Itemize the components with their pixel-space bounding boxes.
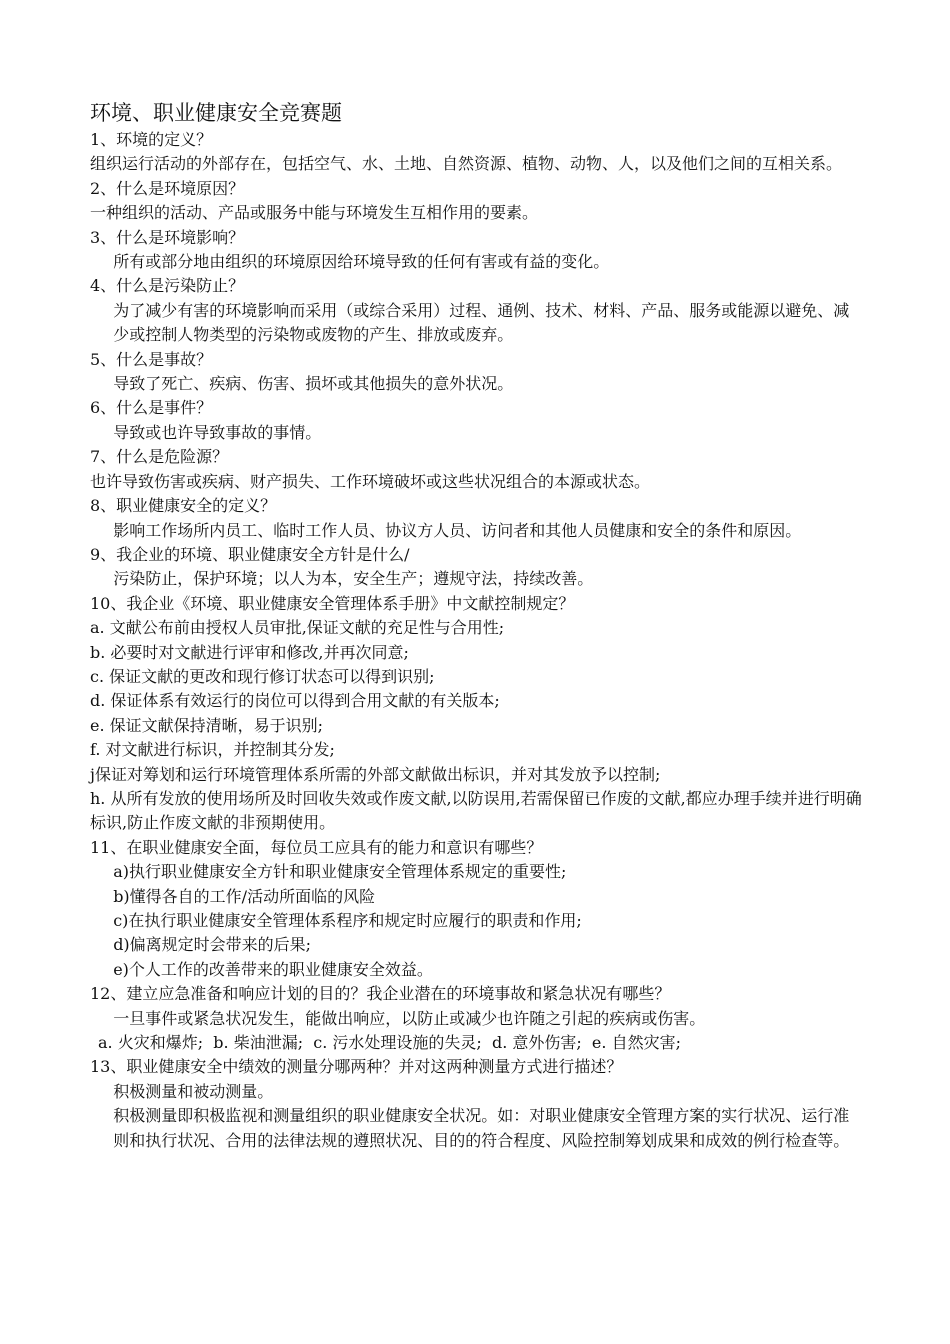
text-line: 为了减少有害的环境影响而采用（或综合采用）过程、通例、技术、材料、产品、服务或能源以避免、减少或控制人物类型的污染物或废物的产生、排放或废弃。: [113, 300, 850, 345]
text-line: 9、我企业的环境、职业健康安全方针是什么/: [90, 544, 410, 564]
text-line: 13、职业健康安全中绩效的测量分哪两种？并对这两种测量方式进行描述？: [90, 1057, 623, 1077]
text-line: a)执行职业健康安全方针和职业健康安全管理体系规定的重要性;: [113, 862, 567, 882]
text-line: 4、什么是污染防止？: [90, 276, 245, 296]
document-body: [90, 128, 865, 1153]
text-line: 1、环境的定义？: [90, 130, 213, 149]
text-line: 7、什么是危险源？: [90, 447, 229, 467]
text-line: 12、建立应急准备和响应计划的目的？我企业潜在的环境事故和紧急状况有哪些？: [90, 984, 671, 1004]
text-line: 一种组织的活动、产品或服务中能与环境发生互相作用的要素。: [90, 203, 539, 223]
text-line: e)个人工作的改善带来的职业健康安全效益。: [113, 959, 433, 979]
text-line: 积极测量和被动测量。: [113, 1081, 274, 1101]
document-title: 环境、职业健康安全竞赛题: [90, 101, 342, 125]
text-line: h. 从所有发放的使用场所及时回收失效或作废文献,以防误用,若需保留已作废的文献,都应办理手续并进行明确标识,防止作废文献的非预期使用。: [90, 788, 862, 833]
text-line: f. 对文献进行标识，并控制其分发;: [90, 740, 335, 760]
text-line: 3、什么是环境影响？: [90, 227, 245, 247]
text-line: 导致了死亡、疾病、伤害、损坏或其他损失的意外状况。: [113, 374, 514, 394]
text-line: 一旦事件或紧急状况发生，能做出响应，以防止或减少也许随之引起的疾病或伤害。: [113, 1008, 706, 1028]
text-line: 所有或部分地由组织的环境原因给环境导致的任何有害或有益的变化。: [113, 252, 610, 272]
text-line: b. 必要时对文献进行评审和修改,并再次同意;: [90, 642, 409, 662]
document-page: [90, 100, 865, 1153]
text-line: 11、在职业健康安全面，每位员工应具有的能力和意识有哪些？: [90, 837, 543, 857]
text-line: 影响工作场所内员工、临时工作人员、协议方人员、访问者和其他人员健康和安全的条件和原因。: [113, 520, 802, 540]
text-line: 2、什么是环境原因？: [90, 178, 245, 198]
text-line: 积极测量即积极监视和测量组织的职业健康安全状况。如：对职业健康安全管理方案的实行状况、运行准则和执行状况、合用的法律法规的遵照状况、目的的符合程度、风险控制筹划成果和成效的例行检查等。: [113, 1106, 850, 1150]
text-line: 污染防止，保护环境；以人为本，安全生产；遵规守法，持续改善。: [113, 569, 594, 589]
text-line: b)懂得各自的工作/活动所面临的风险: [113, 886, 376, 906]
text-line: d. 保证体系有效运行的岗位可以得到合用文献的有关版本;: [90, 691, 500, 711]
text-line: 导致或也许导致事故的事情。: [113, 422, 322, 442]
text-line: d)偏离规定时会带来的后果;: [113, 935, 312, 955]
text-line: 组织运行活动的外部存在，包括空气、水、土地、自然资源、植物、动物、人，以及他们之间的互相关系。: [90, 154, 843, 174]
text-line: 6、什么是事件？: [90, 398, 213, 418]
text-line: a. 火灾和爆炸; b. 柴油泄漏; c. 污水处理设施的失灵; d. 意外伤害; e. 自然灾害;: [98, 1033, 681, 1053]
text-line: 8、职业健康安全的定义？: [90, 496, 277, 516]
text-line: j保证对筹划和运行环境管理体系所需的外部文献做出标识，并对其发放予以控制;: [90, 764, 661, 784]
text-line: 也许导致伤害或疾病、财产损失、工作环境破坏或这些状况组合的本源或状态。: [90, 471, 651, 491]
text-line: a. 文献公布前由授权人员审批,保证文献的充足性与合用性;: [90, 618, 505, 638]
text-line: 10、我企业《环境、职业健康安全管理体系手册》中文献控制规定？: [90, 593, 575, 613]
text-line: c. 保证文献的更改和现行修订状态可以得到识别;: [90, 666, 435, 686]
text-line: e. 保证文献保持清晰，易于识别;: [90, 715, 324, 735]
text-line: 5、什么是事故？: [90, 349, 213, 369]
text-line: c)在执行职业健康安全管理体系程序和规定时应履行的职责和作用;: [113, 911, 582, 930]
